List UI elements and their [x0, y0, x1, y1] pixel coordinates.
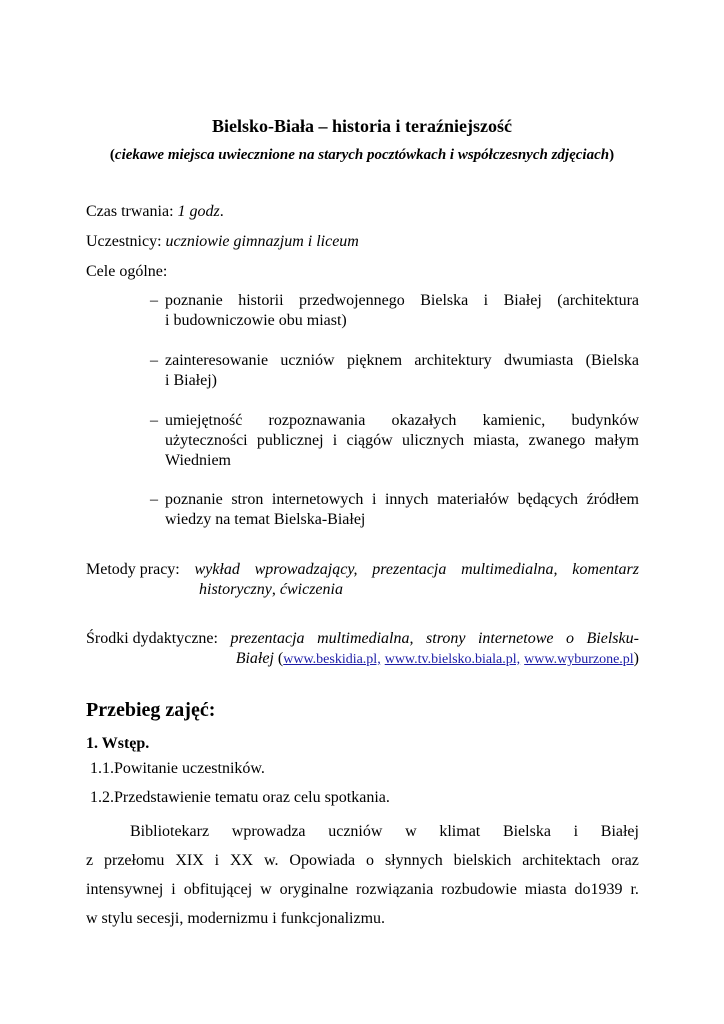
word: uczniów — [328, 823, 383, 840]
course-heading: Przebieg zajęć: — [86, 699, 216, 721]
goal-line: wiedzy na temat Bielska-Białej — [165, 511, 366, 528]
word: oryginalne — [279, 881, 349, 898]
aids-line — [86, 649, 639, 670]
aids-open-paren: ( — [273, 650, 284, 667]
paragraph-line — [86, 875, 639, 904]
aids-word: internetowe — [477, 630, 554, 647]
goal-line: zainteresowanie uczniów pięknem architektury dwumiasta (Bielska — [165, 352, 639, 369]
word: Bibliotekarz — [130, 823, 210, 840]
word: klimat — [439, 823, 481, 840]
aids-label: Środki dydaktyczne: — [86, 630, 218, 647]
link-beskidia[interactable]: www.beskidia.pl, — [283, 652, 381, 667]
word: w — [260, 881, 272, 898]
word: w — [405, 823, 417, 840]
word: przełomu — [104, 852, 165, 869]
goal-dash: – — [150, 491, 158, 508]
goal-line: i budowniczowie obu miast) — [165, 312, 347, 329]
word: i — [214, 852, 220, 869]
goals-label: Cele ogólne: — [86, 263, 168, 280]
goal-line: umiejętność rozpoznawania okazałych kamienic, budynków — [165, 412, 639, 429]
aids-word: multimedialna, — [317, 630, 414, 647]
paragraph-line — [86, 817, 639, 846]
word: i — [171, 881, 176, 898]
link-tv-bielsko[interactable]: www.tv.bielsko.biala.pl, — [384, 652, 521, 667]
methods-line — [86, 560, 639, 580]
subtitle-text: ciekawe miejsca uwiecznione na starych pocztówkach i współczesnych zdjęciach — [114, 147, 610, 163]
goal-dash: – — [150, 352, 158, 369]
goal-line: Wiedniem — [165, 452, 231, 469]
list-item: 1.2.Przedstawienie tematu oraz celu spotkania. — [90, 789, 390, 806]
aids-close-paren: ) — [633, 650, 639, 667]
goal-line: użyteczności publicznej i ciągów ulicznych miasta, zwanego małym — [165, 432, 639, 449]
word: XX — [229, 852, 254, 869]
document-subtitle — [0, 146, 724, 165]
word: Opowiada — [289, 852, 356, 869]
methods-word: multimedialna, — [461, 561, 558, 578]
word: słynnych — [384, 852, 443, 869]
aids-word: Bielsku- — [586, 630, 639, 647]
paragraph-line — [86, 846, 639, 875]
duration-row — [86, 202, 224, 222]
word: z — [86, 852, 94, 869]
aids-word: Białej — [235, 650, 274, 667]
word: wprowadza — [231, 823, 306, 840]
methods-word: wykład — [194, 561, 240, 578]
methods-word: wprowadzający, — [254, 561, 358, 578]
methods-label: Metody pracy: — [86, 561, 180, 578]
methods-separator: , — [271, 581, 280, 598]
aids-word: o — [566, 630, 574, 647]
word: i — [573, 823, 579, 840]
word: rozwiązania — [356, 881, 434, 898]
goal-dash: – — [150, 412, 158, 429]
duration-value: 1 godz — [177, 203, 220, 220]
participants-value: uczniowie gimnazjum i liceum — [165, 233, 359, 250]
goal-line: poznanie stron internetowych i innych materiałów będących źródłem — [165, 491, 639, 508]
list-item: 1.1.Powitanie uczestników. — [90, 760, 265, 777]
section-heading: 1. Wstęp. — [86, 735, 150, 752]
participants-row — [86, 232, 359, 252]
methods-word: ćwiczenia — [279, 581, 343, 598]
subtitle-open: ( — [109, 147, 115, 163]
duration-label: Czas trwania: — [86, 203, 174, 220]
goal-item — [150, 351, 639, 391]
word: Bielska — [502, 823, 551, 840]
word: r. — [630, 881, 639, 898]
goal-line: poznanie historii przedwojennego Bielska i Białej (architektura — [165, 292, 639, 309]
goal-item — [150, 291, 639, 331]
subtitle-close: ) — [609, 147, 615, 163]
word: rozbudowie — [441, 881, 517, 898]
word: intensywnej — [86, 881, 164, 898]
word: architektach — [522, 852, 601, 869]
aids-line — [86, 629, 639, 649]
word: o — [366, 852, 375, 869]
aids-word: prezentacja — [230, 630, 305, 647]
word: oraz — [611, 852, 639, 869]
paragraph-line: w stylu secesji, modernizmu i funkcjonalizmu. — [86, 910, 386, 927]
word: do1939 — [574, 881, 623, 898]
word: miasta — [524, 881, 567, 898]
goal-dash: – — [150, 292, 158, 309]
teaching-aids-block — [86, 629, 639, 670]
methods-line — [86, 580, 639, 600]
goal-item — [150, 490, 639, 530]
goal-item — [150, 411, 639, 471]
document-title: Bielsko-Biała – historia i teraźniejszość — [212, 116, 512, 136]
duration-suffix: . — [219, 203, 224, 220]
aids-word: strony — [426, 630, 466, 647]
word: XIX — [175, 852, 204, 869]
word: bielskich — [453, 852, 512, 869]
goal-line: i Białej) — [165, 372, 217, 389]
body-paragraph — [86, 817, 639, 933]
methods-word: prezentacja — [372, 561, 447, 578]
word: Białej — [600, 823, 639, 840]
methods-block — [86, 560, 639, 600]
methods-word: komentarz — [572, 561, 639, 578]
participants-label: Uczestnicy: — [86, 233, 162, 250]
link-wyburzone[interactable]: www.wyburzone.pl — [524, 652, 634, 667]
word: obfitującej — [183, 881, 253, 898]
methods-word: historyczny — [199, 581, 272, 598]
word: w. — [263, 852, 279, 869]
